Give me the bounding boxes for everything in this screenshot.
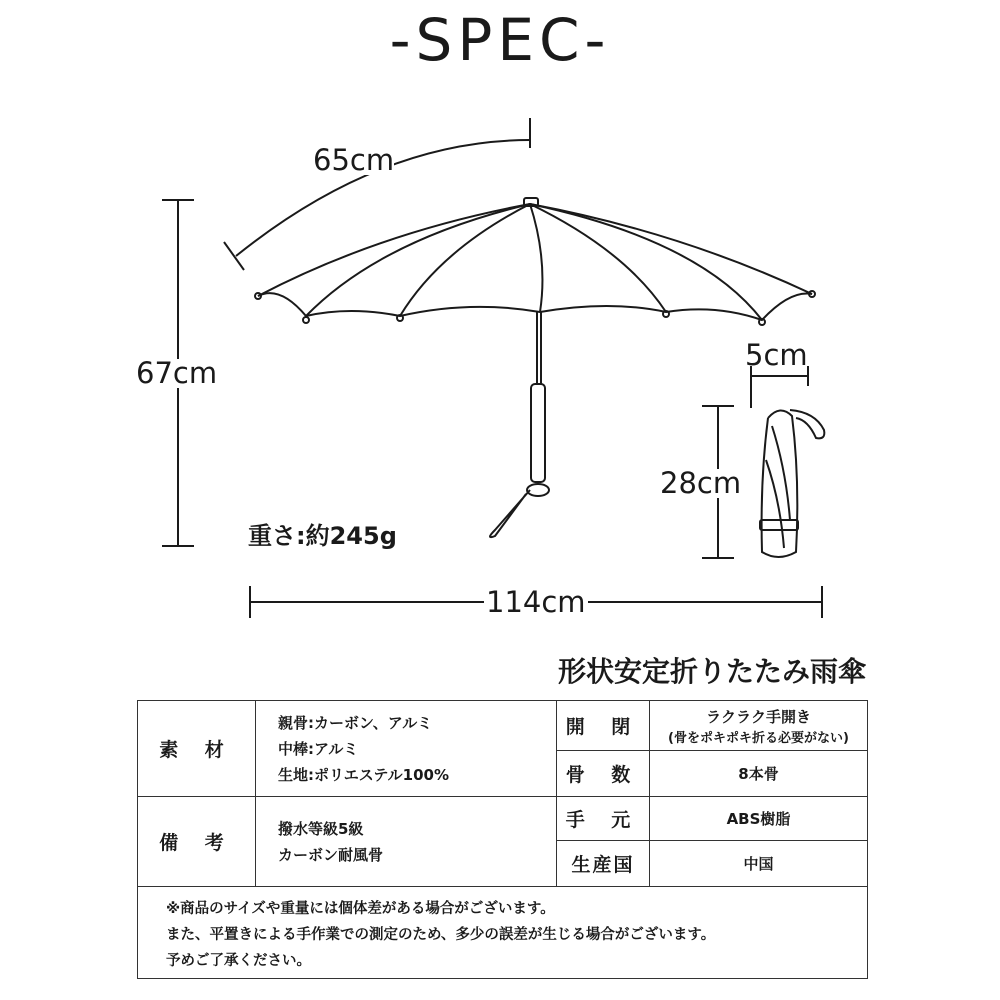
material-label: 素 材 — [138, 701, 256, 797]
folded-umbrella — [760, 410, 824, 557]
grip-label: 手 元 — [557, 797, 650, 841]
notes-line: カーボン耐風骨 — [278, 845, 384, 864]
arc-dimension-label: 65cm — [313, 143, 395, 177]
ribs-label: 骨 数 — [557, 751, 650, 797]
material-line: 親骨:カーボン、アルミ — [278, 713, 433, 732]
disclaimer-line: また、平置きによる手作業での測定のため、多少の誤差が生じる場合がございます。 — [166, 926, 716, 943]
spec-title: -SPEC- — [389, 6, 611, 74]
open-main: ラクラク手開き — [705, 707, 811, 726]
grip-value: ABS樹脂 — [650, 797, 868, 841]
notes-label: 備 考 — [138, 797, 256, 887]
arc-end-tick-left — [224, 242, 244, 270]
open-sub: (骨をポキポキ折る必要がない) — [668, 730, 849, 746]
spec-table — [137, 700, 868, 979]
notes-values — [256, 797, 557, 887]
height-dimension-label: 67cm — [136, 356, 218, 390]
origin-label: 生産国 — [557, 841, 650, 887]
material-line: 中棒:アルミ — [278, 739, 359, 758]
disclaimer-line: ※商品のサイズや重量には個体差がある場合がございます。 — [166, 900, 555, 917]
notes-line: 撥水等級5級 — [278, 819, 364, 838]
span-dimension-label: 114cm — [486, 585, 586, 619]
origin-value: 中国 — [650, 841, 868, 887]
material-values — [256, 701, 557, 797]
umbrella-canopy — [255, 198, 815, 325]
weight-label: 重さ:約245g — [248, 522, 397, 550]
disclaimer — [138, 887, 868, 979]
folded-width-label: 5cm — [745, 338, 808, 372]
product-name: 形状安定折りたたみ雨傘 — [557, 655, 866, 688]
disclaimer-line: 予めご了承ください。 — [166, 952, 311, 969]
folded-length-label: 28cm — [660, 466, 742, 500]
material-line: 生地:ポリエステル100% — [278, 765, 449, 784]
ribs-value: 8本骨 — [650, 751, 868, 797]
open-label: 開 閉 — [557, 701, 650, 751]
open-value — [650, 701, 868, 751]
umbrella-handle — [490, 312, 549, 537]
